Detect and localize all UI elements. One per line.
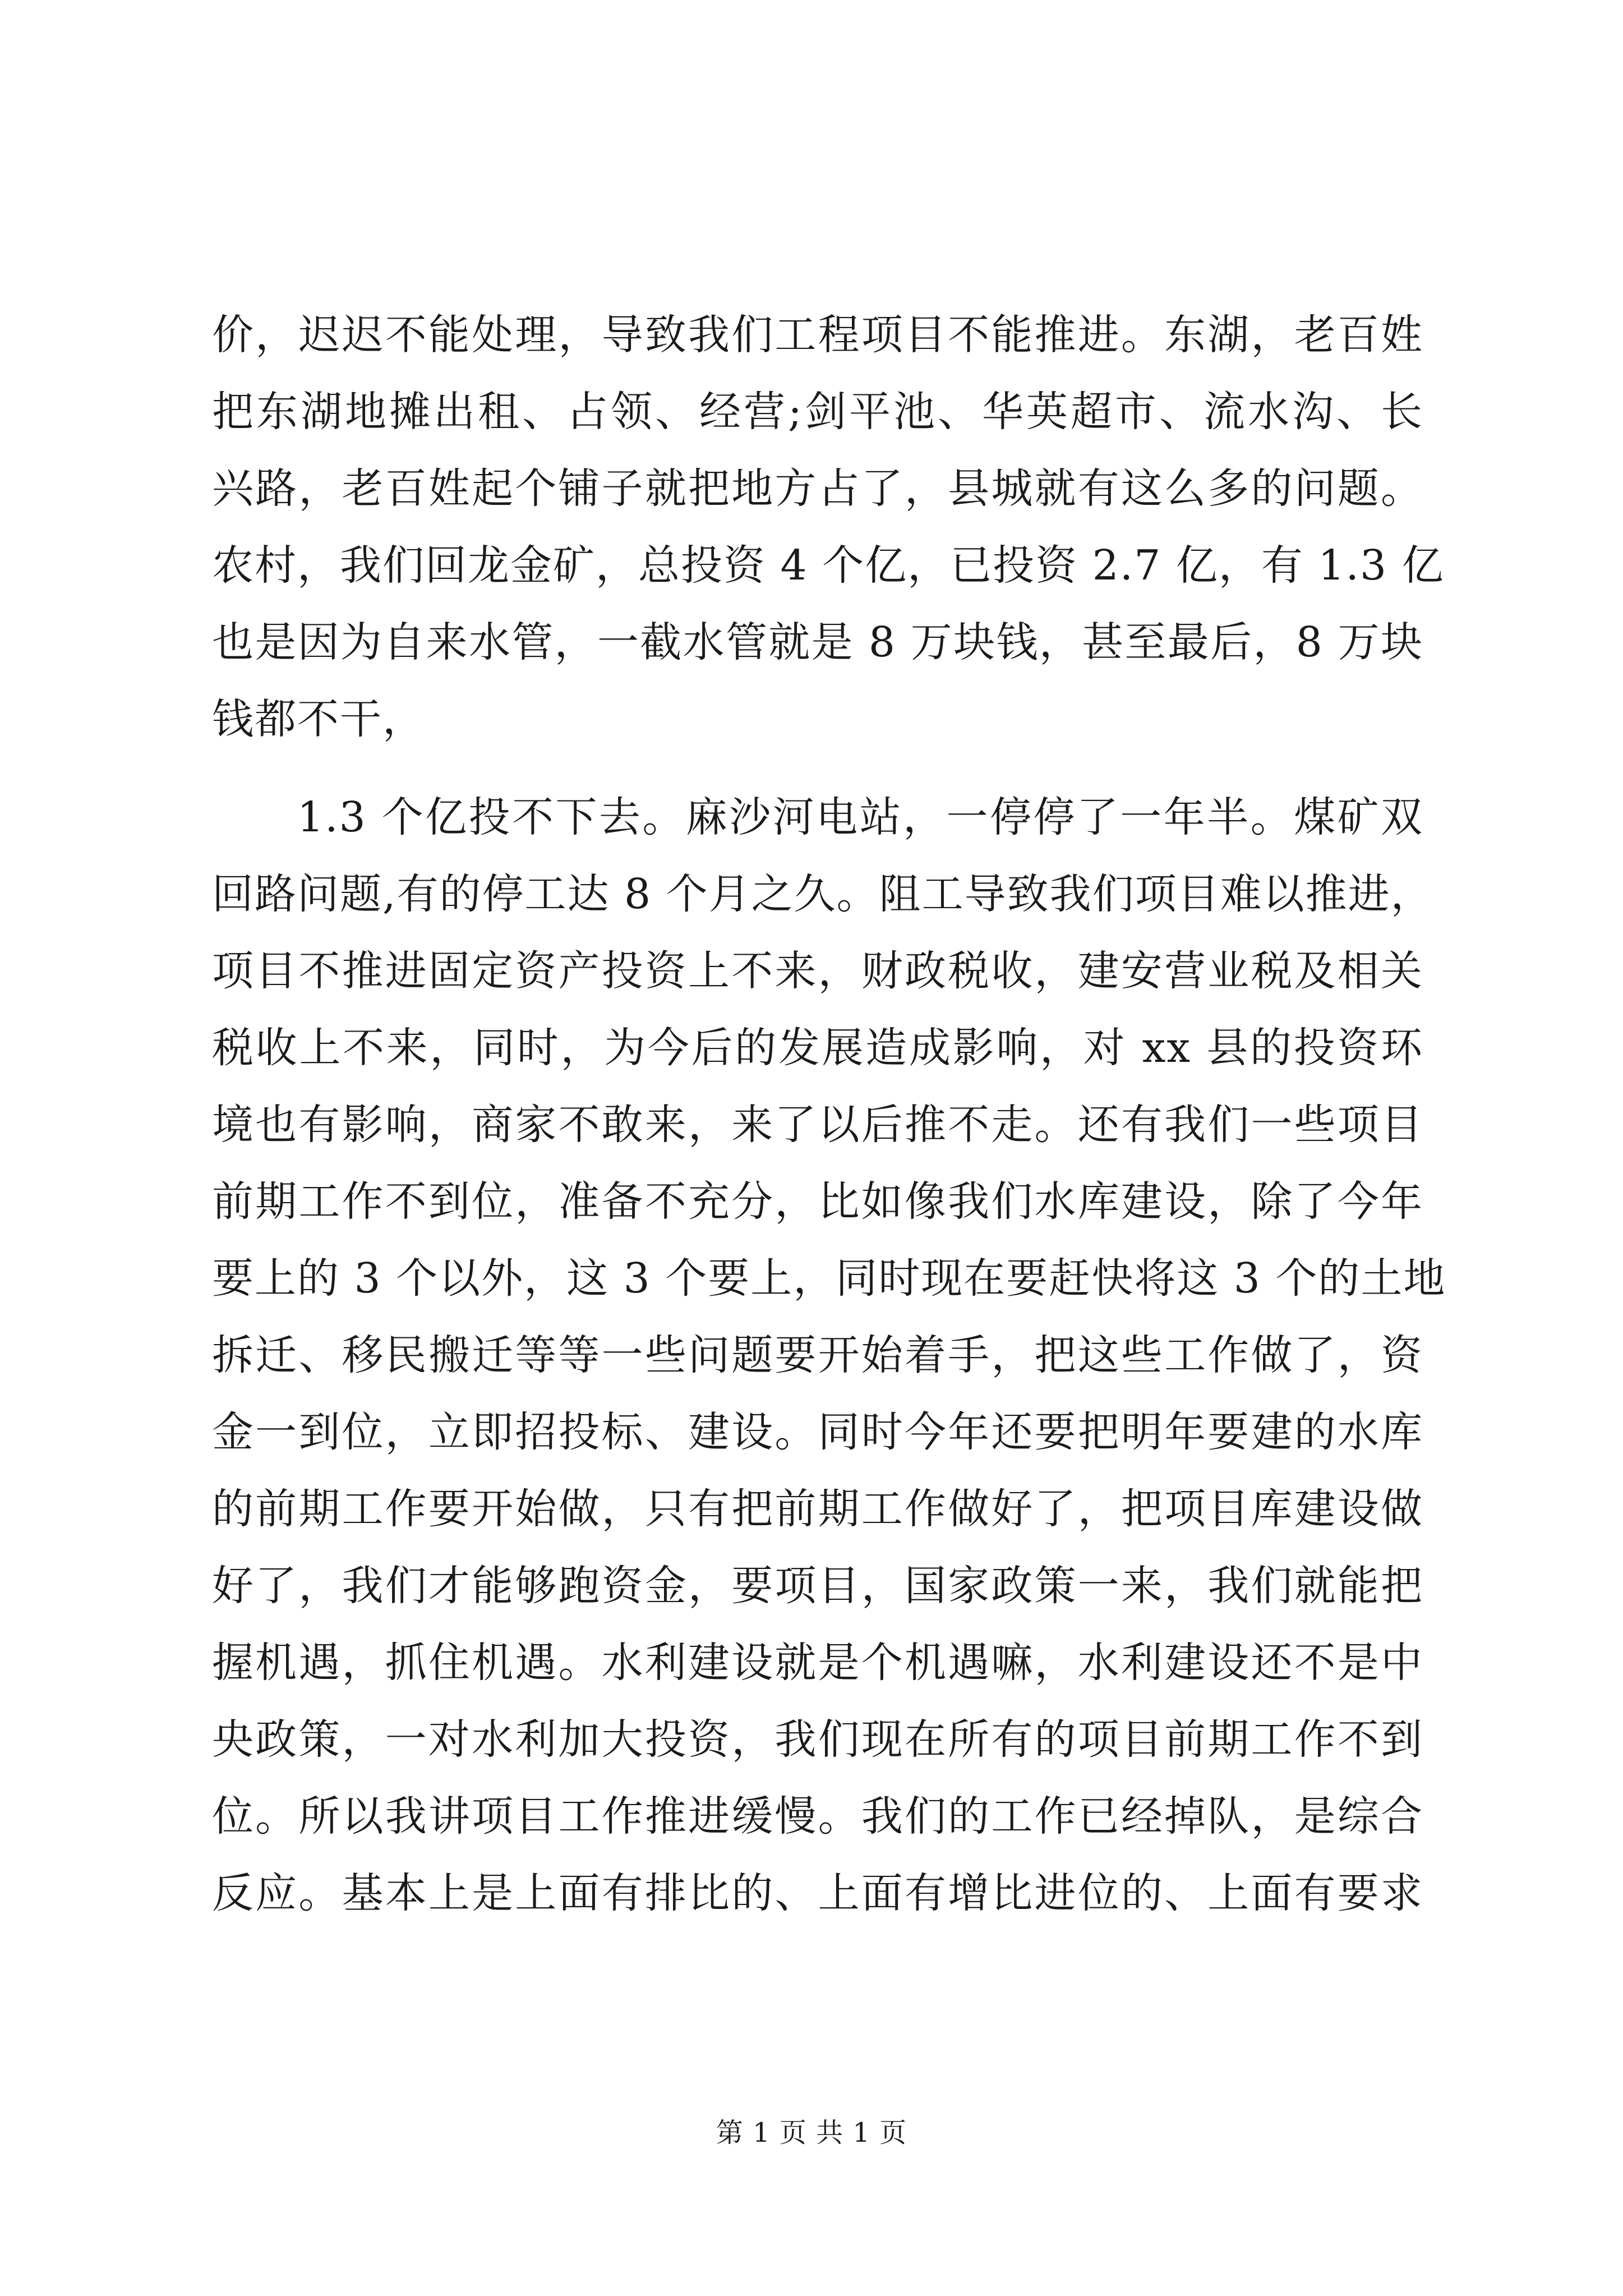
text-line: 回路问题,有的停工达 8 个月之久。阻工导致我们项目难以推进， <box>212 870 1433 918</box>
text-line: 境也有影响，商家不敢来，来了以后推不走。还有我们一些项目 <box>212 1101 1423 1149</box>
text-line: 要上的 3 个以外，这 3 个要上，同时现在要赶快将这 3 个的土地 <box>212 1254 1446 1303</box>
text-line: 金一到位，立即招投标、建设。同时今年还要把明年要建的水库 <box>212 1408 1423 1456</box>
text-line: 的前期工作要开始做，只有把前期工作做好了，把项目库建设做 <box>212 1485 1423 1533</box>
text-line: 税收上不来，同时，为今后的发展造成影响，对 xx 县的投资环 <box>212 1024 1423 1072</box>
text-line: 前期工作不到位，准备不充分，比如像我们水库建设，除了今年 <box>212 1177 1423 1226</box>
text-line: 央政策，一对水利加大投资，我们现在所有的项目前期工作不到 <box>212 1715 1423 1764</box>
text-line: 把东湖地摊出租、占领、经营;剑平池、华英超市、流水沟、长 <box>212 388 1423 436</box>
text-line: 项目不推进固定资产投资上不来，财政税收，建安营业税及相关 <box>212 947 1423 995</box>
text-line: 握机遇，抓住机遇。水利建设就是个机遇嘛，水利建设还不是中 <box>212 1639 1423 1687</box>
text-line: 好了，我们才能够跑资金，要项目，国家政策一来，我们就能把 <box>212 1562 1423 1610</box>
text-line: 1.3 个亿投不下去。麻沙河电站，一停停了一年半。煤矿双 <box>297 793 1423 841</box>
text-line: 反应。基本上是上面有排比的、上面有增比进位的、上面有要求 <box>212 1869 1423 1917</box>
text-line: 价，迟迟不能处理，导致我们工程项目不能推进。东湖，老百姓 <box>212 311 1423 359</box>
text-line: 拆迁、移民搬迁等等一些问题要开始着手，把这些工作做了，资 <box>212 1331 1423 1379</box>
page-footer: 第 1 页 共 1 页 <box>716 2117 907 2148</box>
text-line: 农村，我们回龙金矿，总投资 4 个亿，已投资 2.7 亿，有 1.3 亿 <box>212 541 1445 590</box>
text-line: 也是因为自来水管，一截水管就是 8 万块钱，甚至最后，8 万块 <box>212 618 1423 666</box>
text-line: 钱都不干， <box>212 695 425 743</box>
text-line: 位。所以我讲项目工作推进缓慢。我们的工作已经掉队，是综合 <box>212 1792 1423 1841</box>
text-line: 兴路，老百姓起个铺子就把地方占了，县城就有这么多的问题。 <box>212 464 1423 513</box>
